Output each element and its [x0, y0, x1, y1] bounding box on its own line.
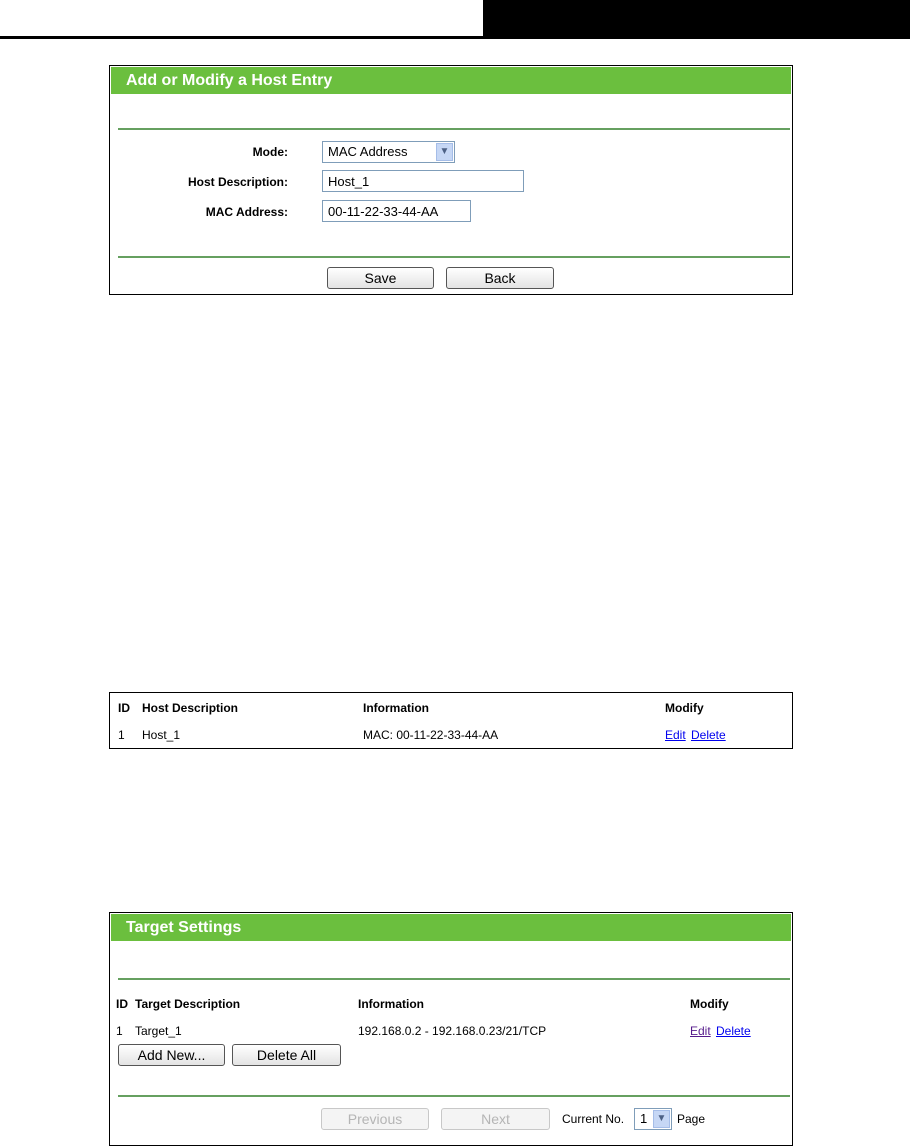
target-row-description: Target_1 [135, 1024, 182, 1038]
target-settings-panel [109, 912, 793, 1146]
mac-address-input[interactable] [322, 200, 471, 222]
divider [118, 256, 790, 258]
add-new-button[interactable]: Add New... [118, 1044, 225, 1066]
host-list-header-description: Host Description [142, 701, 239, 715]
divider [118, 1095, 790, 1097]
target-header-description: Target Description [135, 997, 241, 1011]
delete-all-button[interactable]: Delete All [232, 1044, 341, 1066]
target-header-id: ID [116, 997, 128, 1011]
page-select[interactable] [634, 1108, 672, 1130]
page-select-value: 1 [640, 1111, 648, 1126]
target-row-delete-link[interactable]: Delete [716, 1024, 751, 1038]
host-list-header-information: Information [363, 701, 429, 715]
mac-address-label: MAC Address: [205, 205, 288, 219]
target-row-information: 192.168.0.2 - 192.168.0.23/21/TCP [358, 1024, 547, 1038]
chevron-down-icon[interactable]: ▼ [436, 143, 453, 161]
host-row-description: Host_1 [142, 728, 181, 742]
page-header-rule [0, 36, 910, 39]
host-description-input[interactable] [322, 170, 524, 192]
host-row-id: 1 [118, 728, 125, 742]
host-entry-title: Add or Modify a Host Entry [111, 67, 791, 94]
target-row-id: 1 [116, 1024, 123, 1038]
current-no-label: Current No. [562, 1112, 625, 1126]
host-row-delete-link[interactable]: Delete [691, 728, 726, 742]
host-row-edit-link[interactable]: Edit [665, 728, 686, 742]
mode-select[interactable] [322, 141, 455, 163]
host-list-panel [109, 692, 793, 749]
next-button[interactable]: Next [441, 1108, 550, 1130]
back-button[interactable]: Back [446, 267, 554, 289]
target-header-modify: Modify [690, 997, 729, 1011]
chevron-down-icon[interactable]: ▼ [653, 1110, 670, 1128]
host-description-label: Host Description: [187, 175, 288, 189]
host-list-header-id: ID [118, 701, 130, 715]
host-list-header-modify: Modify [665, 701, 704, 715]
host-row-information: MAC: 00-11-22-33-44-AA [363, 728, 499, 742]
save-button[interactable]: Save [327, 267, 434, 289]
target-header-information: Information [358, 997, 424, 1011]
target-settings-title: Target Settings [111, 914, 791, 941]
divider [118, 128, 790, 130]
mode-select-value: MAC Address [328, 144, 408, 159]
previous-button[interactable]: Previous [321, 1108, 429, 1130]
page-header-block [483, 0, 910, 38]
host-entry-panel [109, 65, 793, 295]
target-row-edit-link[interactable]: Edit [690, 1024, 711, 1038]
mode-label: Mode: [252, 145, 288, 159]
divider [118, 978, 790, 980]
page-label: Page [677, 1112, 706, 1126]
